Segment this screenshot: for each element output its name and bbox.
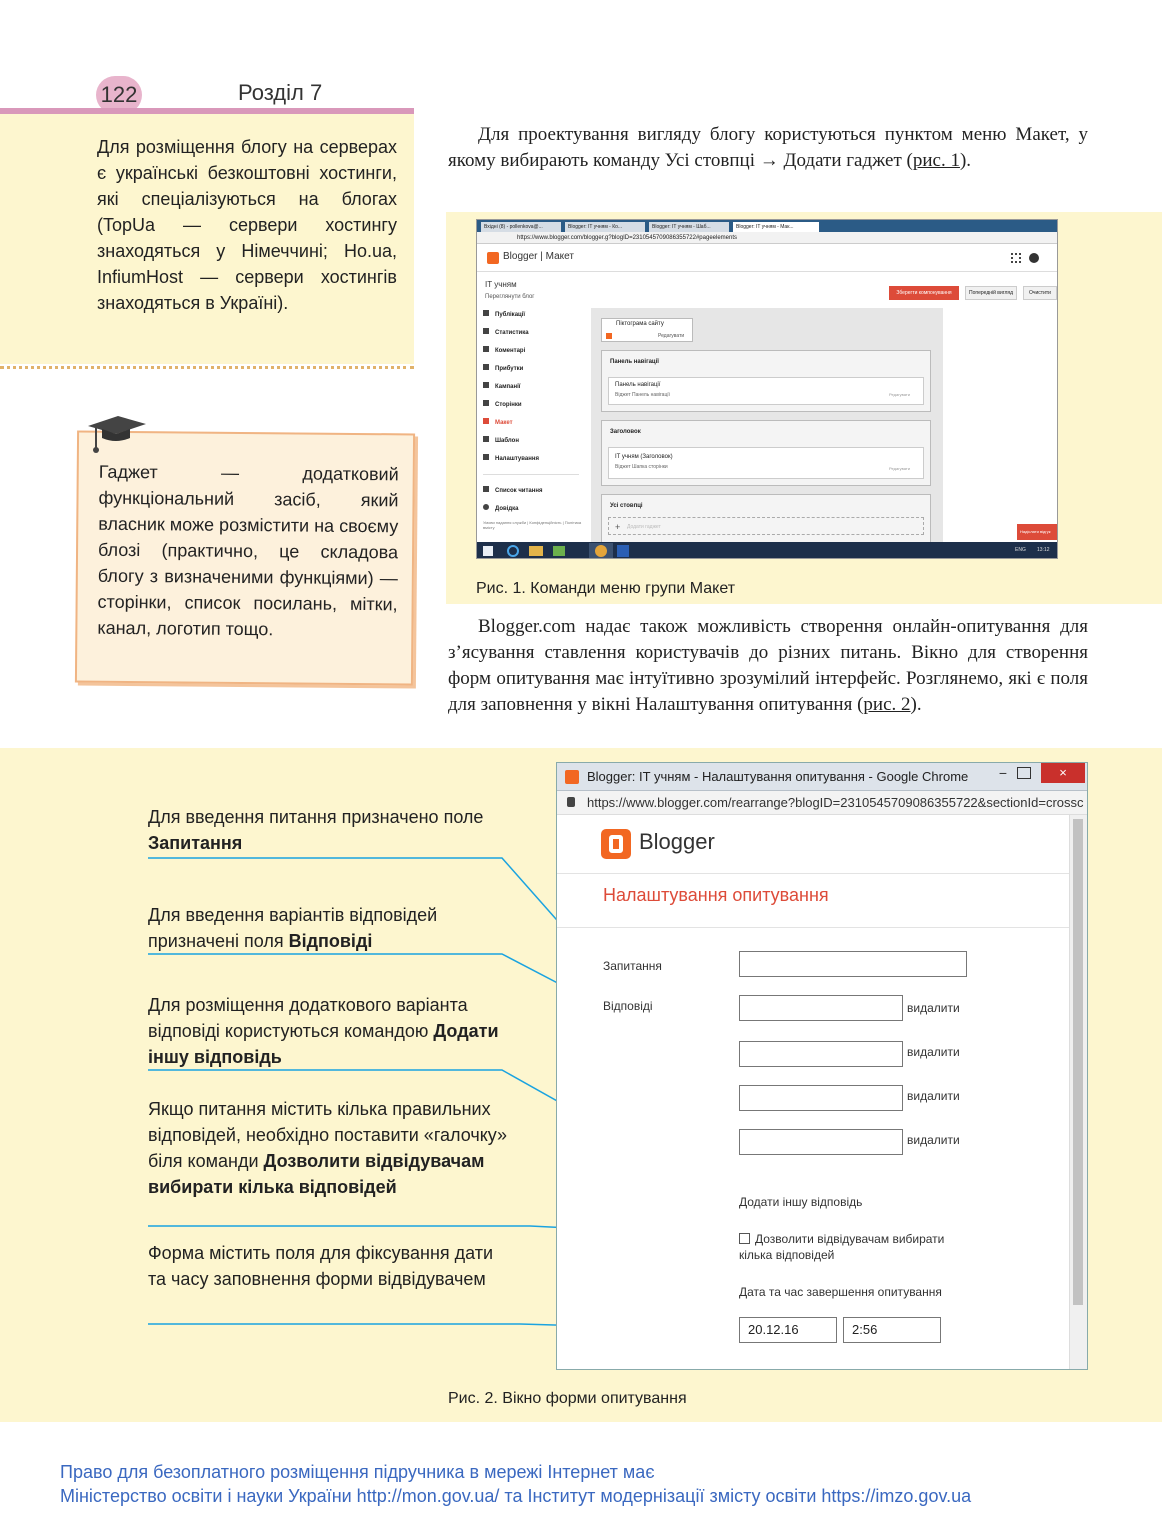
- paragraph-2-text: Blogger.com надає також можливість створення онлайн-опитування для з’ясування ставлення користувачів до різних питань. Вікно для створення форм опитування має інтуїтивно зрозумілий інтерфейс. Розглянемо, які є поля для заповнення у вікні Налаштування опитування (: [448, 616, 1088, 715]
- allow-multiple-label: Дозволити відвідувачам вибирати кілька відповідей: [739, 1232, 945, 1262]
- plus-icon: +: [615, 522, 621, 532]
- sidebar-item-label: Налаштування: [495, 456, 539, 462]
- browser-tab[interactable]: Вхідні (8) - pollenkova@...: [481, 222, 561, 232]
- end-time-input[interactable]: 2:56: [843, 1317, 941, 1343]
- sidebar-item-label: Сторінки: [495, 402, 522, 408]
- figure-1-ref: рис. 1: [912, 150, 960, 171]
- answer-input-1[interactable]: [739, 995, 903, 1021]
- maximize-icon[interactable]: [1017, 767, 1031, 779]
- answers-label: Відповіді: [603, 999, 653, 1013]
- add-gadget-label: Додати гаджет: [627, 524, 661, 530]
- save-layout-button[interactable]: Зберегти компонування: [889, 286, 959, 300]
- gadget-subtitle: Віджет Шапка сторінки: [615, 464, 668, 470]
- browser-tab-active[interactable]: Blogger: IT учням - Мак...: [733, 222, 819, 232]
- end-date-label: Дата та час завершення опитування: [739, 1285, 942, 1299]
- gadget-subtitle: Віджет Панель навігації: [615, 392, 670, 398]
- blogger-logo-glyph: [609, 835, 623, 853]
- section-title: Усі стовпці: [610, 503, 643, 509]
- sidebar-item-label: Публікації: [495, 312, 526, 318]
- callout-text: Для розміщення додаткового варіанта відповіді користуються командою: [148, 995, 468, 1041]
- figure-2-caption: Рис. 2. Вікно форми опитування: [448, 1390, 687, 1407]
- callout-term: Додати іншу відповідь: [148, 1021, 499, 1067]
- divider: [557, 873, 1069, 874]
- footer-line-2: Міністерство освіти і науки України http://mon.gov.ua/ та Інститут модернізації змісту освіти https://imzo.gov.ua: [60, 1486, 972, 1506]
- sidebar-item-label: Коментарі: [495, 348, 526, 354]
- lock-icon: [567, 797, 575, 807]
- language-indicator[interactable]: ENG: [1015, 547, 1026, 553]
- poll-heading: Налаштування опитування: [603, 885, 829, 905]
- section-title: Розділ 7: [238, 80, 323, 105]
- leader-line-answers: [148, 954, 594, 1002]
- sidebar-item-label: Статистика: [495, 330, 529, 336]
- edit-link[interactable]: Редагувати: [889, 392, 910, 397]
- vertical-scrollbar[interactable]: [1069, 815, 1087, 1369]
- blogger-favicon-icon: [565, 770, 579, 784]
- callout-term: Дозволити відвідувачам вибирати кілька відповідей: [148, 1151, 485, 1197]
- blogger-wordmark: Blogger: [639, 829, 715, 854]
- callout-text: Для введення питання призначено поле: [148, 807, 484, 827]
- gadget-title: Піктограма сайту: [616, 321, 664, 327]
- definition-text: Гаджет — додатковий функціональний засіб, який власник може розмістити на своєму блозі (практично, це складова блогу з визначеними функціями) — сторінки, список посилань, мітки, канал, логотип тощо.: [97, 461, 399, 640]
- delete-answer-link[interactable]: видалити: [907, 1133, 960, 1147]
- browser-tab[interactable]: Blogger: IT учням - Ко...: [565, 222, 645, 232]
- gadget-title: Панель навігації: [615, 382, 661, 388]
- poll-settings-window: [556, 762, 1088, 1370]
- add-answer-link[interactable]: Додати іншу відповідь: [739, 1195, 863, 1209]
- browser-url[interactable]: https://www.blogger.com/blogger.g?blogID=2310545709086355722#pageelements: [477, 232, 1057, 244]
- paragraph-1-text: Для проектування вигляду блогу користуються пунктом меню Макет, у якому вибирають команду Усі стовпці → Додати гаджет (: [448, 124, 1088, 171]
- feedback-button[interactable]: Надіслати відгук: [1017, 524, 1058, 540]
- section-title: Заголовок: [610, 429, 641, 435]
- minimize-icon[interactable]: −: [998, 765, 1008, 781]
- window-title: Blogger: IT учням - Налаштування опитування - Google Chrome: [587, 769, 969, 784]
- clear-button[interactable]: Очистити: [1023, 286, 1057, 300]
- callout-term: Запитання: [148, 833, 243, 853]
- sidebar-item-label: Прибутки: [495, 366, 524, 372]
- answer-input-3[interactable]: [739, 1085, 903, 1111]
- delete-answer-link[interactable]: видалити: [907, 1045, 960, 1059]
- paragraph-2-end: ).: [910, 694, 922, 715]
- answer-input-2[interactable]: [739, 1041, 903, 1067]
- figure-1-caption: Рис. 1. Команди меню групи Макет: [476, 580, 736, 597]
- side-note-text: Для розміщення блогу на серверах є українські безкоштовні хостинги, які спеціалізуються на блогах (TopUa — сервери хостингу знаходяться у Німеччині; Ho.ua, InfiumHost — сервери хостингів знаходяться в Україні).: [97, 137, 397, 313]
- close-icon[interactable]: ×: [1041, 763, 1085, 783]
- browser-tab[interactable]: Blogger: IT учням - Шаб...: [649, 222, 729, 232]
- blog-name-select[interactable]: IT учням: [485, 280, 517, 289]
- scrollbar-thumb[interactable]: [1073, 819, 1083, 1305]
- footer-line-1: Право для безоплатного розміщення підручника в мережі Інтернет має: [60, 1462, 655, 1482]
- preview-button[interactable]: Попередній вигляд: [965, 286, 1017, 300]
- gadget-title: IT учням (Заголовок): [615, 454, 673, 460]
- delete-answer-link[interactable]: видалити: [907, 1001, 960, 1015]
- blogger-logo-icon: [601, 829, 631, 859]
- sidebar-item-label: Довідка: [495, 506, 519, 512]
- figure-2-ref: рис. 2: [863, 694, 911, 715]
- sidebar-item-label: Шаблон: [495, 438, 519, 444]
- callout-term: Відповіді: [288, 931, 373, 951]
- leader-line-question: [148, 858, 594, 962]
- paragraph-1-end: ).: [959, 150, 972, 171]
- callout-text: Для введення варіантів відповідей призначені поля: [148, 905, 438, 951]
- window-url: https://www.blogger.com/rearrange?blogID=2310545709086355722&sectionId=crossc: [587, 795, 1084, 810]
- window-titlebar: [557, 763, 1087, 791]
- sidebar-footer-links[interactable]: Умови надання служби | Конфіденційність | Політика вмісту: [483, 520, 582, 530]
- app-title: Blogger | Макет: [503, 251, 574, 262]
- sidebar-item-label: Макет: [495, 420, 513, 426]
- page-number: 122: [96, 76, 142, 114]
- section-title: Панель навігації: [610, 359, 659, 365]
- clock: 13:12: [1037, 547, 1050, 553]
- address-bar[interactable]: [557, 791, 1087, 815]
- end-date-input[interactable]: 20.12.16: [739, 1317, 837, 1343]
- window-content: [557, 815, 1069, 1370]
- sidebar-item-label: Список читання: [495, 488, 543, 494]
- edit-link[interactable]: Редагувати: [889, 466, 910, 471]
- answer-input-4[interactable]: [739, 1129, 903, 1155]
- callout-text: Якщо питання містить кілька правильних відповідей, необхідно поставити «галочку» біля команди: [148, 1099, 507, 1171]
- delete-answer-link[interactable]: видалити: [907, 1089, 960, 1103]
- question-input[interactable]: [739, 951, 967, 977]
- question-label: Запитання: [603, 959, 662, 973]
- view-blog-link[interactable]: Переглянути блог: [485, 294, 535, 300]
- divider: [557, 927, 1069, 928]
- callout-text: Форма містить поля для фіксування дати та часу заповнення форми відвідувачем: [148, 1243, 494, 1289]
- edit-link[interactable]: Редагувати: [658, 333, 685, 339]
- sidebar-item-label: Кампанії: [495, 384, 521, 390]
